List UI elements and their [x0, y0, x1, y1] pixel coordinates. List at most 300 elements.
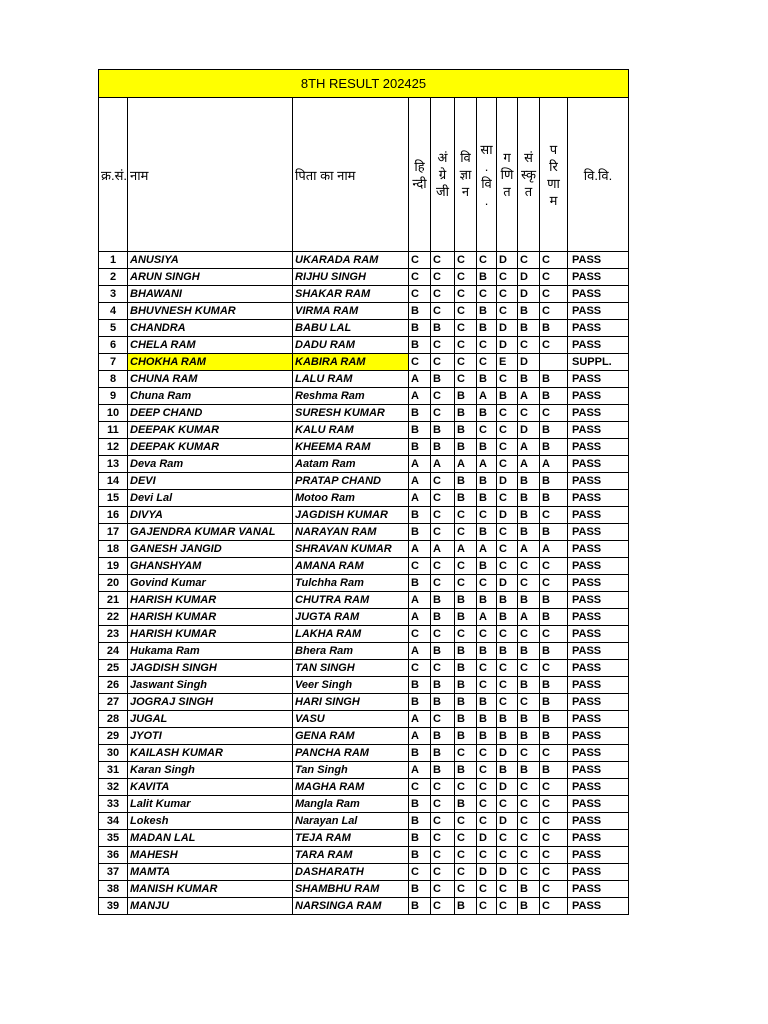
- student-name-cell: KAILASH KUMAR: [128, 745, 293, 762]
- student-name-cell: Hukama Ram: [128, 643, 293, 660]
- grade-cell: D: [497, 575, 518, 592]
- table-row: [99, 490, 629, 507]
- grade-cell: C: [540, 507, 568, 524]
- result-cell: PASS: [568, 813, 629, 830]
- grade-cell: B: [477, 439, 497, 456]
- grade-cell: C: [518, 813, 540, 830]
- header-part: सं: [524, 150, 533, 165]
- grade-cell: C: [497, 881, 518, 898]
- grade-cell: D: [518, 354, 540, 371]
- grade-cell: C: [431, 269, 455, 286]
- serial-cell: 20: [99, 575, 128, 592]
- father-name-cell: Narayan Lal: [293, 813, 409, 830]
- grade-cell: C: [455, 864, 477, 881]
- father-name-cell: HARI SINGH: [293, 694, 409, 711]
- grade-cell: C: [497, 796, 518, 813]
- grade-cell: B: [409, 830, 431, 847]
- student-name-cell: Lokesh: [128, 813, 293, 830]
- student-name-cell: DIVYA: [128, 507, 293, 524]
- grade-cell: C: [540, 405, 568, 422]
- grade-cell: B: [431, 320, 455, 337]
- grade-cell: B: [518, 592, 540, 609]
- student-name-cell: KAVITA: [128, 779, 293, 796]
- header-father: पिता का नाम: [293, 98, 409, 252]
- grade-cell: C: [455, 779, 477, 796]
- grade-cell: B: [477, 303, 497, 320]
- grade-cell: B: [455, 592, 477, 609]
- grade-cell: C: [477, 898, 497, 915]
- table-row: [99, 796, 629, 813]
- student-name-cell: CHOKHA RAM: [128, 354, 293, 371]
- table-row: [99, 575, 629, 592]
- grade-cell: C: [518, 830, 540, 847]
- table-row: [99, 252, 629, 269]
- table-row: [99, 745, 629, 762]
- grade-cell: C: [540, 830, 568, 847]
- result-cell: PASS: [568, 507, 629, 524]
- grade-cell: C: [431, 881, 455, 898]
- student-name-cell: JAGDISH SINGH: [128, 660, 293, 677]
- serial-cell: 6: [99, 337, 128, 354]
- table-row: [99, 286, 629, 303]
- result-cell: PASS: [568, 609, 629, 626]
- grade-cell: B: [497, 643, 518, 660]
- result-cell: PASS: [568, 252, 629, 269]
- father-name-cell: Bhera Ram: [293, 643, 409, 660]
- header-part: .: [484, 158, 489, 174]
- grade-cell: B: [409, 524, 431, 541]
- grade-cell: C: [409, 269, 431, 286]
- grade-cell: A: [518, 456, 540, 473]
- grade-cell: C: [431, 473, 455, 490]
- father-name-cell: LALU RAM: [293, 371, 409, 388]
- grade-cell: C: [431, 337, 455, 354]
- grade-cell: C: [455, 813, 477, 830]
- grade-cell: B: [409, 898, 431, 915]
- father-name-cell: PRATAP CHAND: [293, 473, 409, 490]
- grade-cell: B: [455, 490, 477, 507]
- header-part: .: [484, 192, 489, 208]
- grade-cell: B: [518, 677, 540, 694]
- serial-cell: 21: [99, 592, 128, 609]
- student-name-cell: JYOTI: [128, 728, 293, 745]
- table-row: [99, 405, 629, 422]
- serial-cell: 30: [99, 745, 128, 762]
- table-row: [99, 269, 629, 286]
- grade-cell: B: [431, 745, 455, 762]
- grade-cell: D: [477, 830, 497, 847]
- grade-cell: B: [409, 575, 431, 592]
- father-name-cell: Tulchha Ram: [293, 575, 409, 592]
- grade-cell: A: [431, 456, 455, 473]
- result-cell: PASS: [568, 422, 629, 439]
- grade-cell: C: [497, 439, 518, 456]
- result-cell: PASS: [568, 473, 629, 490]
- result-table: [98, 69, 629, 915]
- grade-cell: B: [540, 388, 568, 405]
- table-row: [99, 456, 629, 473]
- grade-cell: B: [409, 320, 431, 337]
- grade-cell: C: [497, 405, 518, 422]
- grade-cell: C: [477, 422, 497, 439]
- grade-cell: B: [540, 524, 568, 541]
- grade-cell: C: [497, 847, 518, 864]
- student-name-cell: DEVI: [128, 473, 293, 490]
- grade-cell: D: [497, 320, 518, 337]
- serial-cell: 25: [99, 660, 128, 677]
- serial-cell: 9: [99, 388, 128, 405]
- grade-cell: A: [455, 541, 477, 558]
- serial-cell: 14: [99, 473, 128, 490]
- grade-cell: C: [455, 252, 477, 269]
- grade-cell: C: [540, 303, 568, 320]
- grade-cell: A: [518, 388, 540, 405]
- grade-cell: B: [497, 762, 518, 779]
- grade-cell: A: [477, 456, 497, 473]
- grade-cell: C: [409, 286, 431, 303]
- student-name-cell: MAHESH: [128, 847, 293, 864]
- grade-cell: B: [518, 303, 540, 320]
- grade-cell: B: [409, 405, 431, 422]
- student-name-cell: GAJENDRA KUMAR VANAL: [128, 524, 293, 541]
- father-name-cell: LAKHA RAM: [293, 626, 409, 643]
- header-part: वि: [460, 150, 471, 165]
- grade-cell: C: [518, 252, 540, 269]
- grade-cell: B: [455, 422, 477, 439]
- table-row: [99, 728, 629, 745]
- table-row: [99, 847, 629, 864]
- father-name-cell: CHUTRA RAM: [293, 592, 409, 609]
- grade-cell: A: [409, 371, 431, 388]
- grade-cell: C: [455, 269, 477, 286]
- grade-cell: C: [518, 847, 540, 864]
- grade-cell: C: [497, 524, 518, 541]
- grade-cell: B: [518, 490, 540, 507]
- header-sno: क्र.सं.: [99, 98, 128, 252]
- grade-cell: B: [409, 507, 431, 524]
- grade-cell: C: [431, 507, 455, 524]
- serial-cell: 11: [99, 422, 128, 439]
- student-name-cell: DEEP CHAND: [128, 405, 293, 422]
- student-name-cell: CHANDRA: [128, 320, 293, 337]
- table-row: [99, 592, 629, 609]
- header-part: रि: [549, 158, 558, 174]
- result-cell: PASS: [568, 286, 629, 303]
- serial-cell: 28: [99, 711, 128, 728]
- grade-cell: A: [518, 541, 540, 558]
- grade-cell: C: [409, 779, 431, 796]
- result-cell: PASS: [568, 626, 629, 643]
- grade-cell: B: [540, 320, 568, 337]
- serial-cell: 2: [99, 269, 128, 286]
- father-name-cell: SHAKAR RAM: [293, 286, 409, 303]
- result-cell: PASS: [568, 694, 629, 711]
- student-name-cell: ANUSIYA: [128, 252, 293, 269]
- grade-cell: C: [497, 456, 518, 473]
- grade-cell: B: [518, 898, 540, 915]
- grade-cell: C: [497, 558, 518, 575]
- grade-cell: C: [431, 354, 455, 371]
- grade-cell: C: [477, 881, 497, 898]
- father-name-cell: Reshma Ram: [293, 388, 409, 405]
- grade-cell: B: [518, 762, 540, 779]
- grade-cell: C: [477, 745, 497, 762]
- grade-cell: B: [477, 643, 497, 660]
- father-name-cell: GENA RAM: [293, 728, 409, 745]
- header-part: अं: [437, 150, 448, 165]
- serial-cell: 17: [99, 524, 128, 541]
- grade-cell: C: [540, 575, 568, 592]
- father-name-cell: UKARADA RAM: [293, 252, 409, 269]
- grade-cell: B: [409, 881, 431, 898]
- grade-cell: B: [477, 269, 497, 286]
- grade-cell: C: [431, 830, 455, 847]
- grade-cell: C: [455, 320, 477, 337]
- grade-cell: D: [497, 507, 518, 524]
- grade-cell: B: [455, 439, 477, 456]
- grade-cell: C: [518, 626, 540, 643]
- father-name-cell: BABU LAL: [293, 320, 409, 337]
- grade-cell: C: [455, 371, 477, 388]
- grade-cell: B: [497, 609, 518, 626]
- student-name-cell: GANESH JANGID: [128, 541, 293, 558]
- father-name-cell: AMANA RAM: [293, 558, 409, 575]
- grade-cell: B: [540, 694, 568, 711]
- grade-cell: C: [455, 881, 477, 898]
- grade-cell: C: [540, 813, 568, 830]
- header-part: प: [549, 141, 558, 157]
- serial-cell: 26: [99, 677, 128, 694]
- table-row: [99, 354, 629, 371]
- father-name-cell: Tan Singh: [293, 762, 409, 779]
- grade-cell: A: [518, 439, 540, 456]
- grade-cell: C: [477, 507, 497, 524]
- result-cell: PASS: [568, 745, 629, 762]
- grade-cell: C: [477, 796, 497, 813]
- grade-cell: C: [540, 286, 568, 303]
- grade-cell: C: [455, 337, 477, 354]
- header-remark: वि.वि.: [568, 98, 629, 252]
- grade-cell: B: [409, 303, 431, 320]
- grade-cell: C: [540, 898, 568, 915]
- grade-cell: C: [497, 303, 518, 320]
- grade-cell: A: [455, 456, 477, 473]
- header-part: णा: [547, 175, 560, 191]
- grade-cell: C: [409, 354, 431, 371]
- father-name-cell: KABIRA RAM: [293, 354, 409, 371]
- result-cell: PASS: [568, 898, 629, 915]
- table-row: [99, 762, 629, 779]
- grade-cell: [540, 354, 568, 371]
- header-part: हि: [414, 158, 425, 174]
- student-name-cell: MAMTA: [128, 864, 293, 881]
- grade-cell: B: [497, 592, 518, 609]
- grade-cell: B: [540, 371, 568, 388]
- grade-cell: C: [497, 269, 518, 286]
- header-part: ज्ञा: [459, 167, 472, 182]
- grade-cell: C: [497, 371, 518, 388]
- grade-cell: D: [497, 813, 518, 830]
- header-hindi: [409, 98, 431, 252]
- grade-cell: D: [497, 864, 518, 881]
- grade-cell: D: [497, 745, 518, 762]
- table-row: [99, 881, 629, 898]
- grade-cell: C: [540, 558, 568, 575]
- grade-cell: C: [540, 881, 568, 898]
- grade-cell: B: [540, 762, 568, 779]
- serial-cell: 35: [99, 830, 128, 847]
- grade-cell: B: [518, 711, 540, 728]
- result-cell: PASS: [568, 779, 629, 796]
- header-social-science: [477, 98, 497, 252]
- grade-cell: B: [518, 320, 540, 337]
- grade-cell: B: [477, 694, 497, 711]
- student-name-cell: JUGAL: [128, 711, 293, 728]
- grade-cell: B: [431, 439, 455, 456]
- grade-cell: B: [455, 677, 477, 694]
- table-row: [99, 388, 629, 405]
- grade-cell: B: [455, 711, 477, 728]
- student-name-cell: CHELA RAM: [128, 337, 293, 354]
- father-name-cell: Aatam Ram: [293, 456, 409, 473]
- grade-cell: C: [497, 626, 518, 643]
- grade-cell: C: [518, 405, 540, 422]
- student-name-cell: Devi Lal: [128, 490, 293, 507]
- grade-cell: B: [540, 609, 568, 626]
- result-cell: PASS: [568, 439, 629, 456]
- grade-cell: C: [477, 575, 497, 592]
- grade-cell: B: [409, 694, 431, 711]
- header-result: [540, 98, 568, 252]
- result-cell: PASS: [568, 762, 629, 779]
- header-part: ग: [503, 150, 511, 165]
- serial-cell: 31: [99, 762, 128, 779]
- result-cell: PASS: [568, 796, 629, 813]
- student-name-cell: HARISH KUMAR: [128, 592, 293, 609]
- table-row: [99, 439, 629, 456]
- grade-cell: D: [518, 269, 540, 286]
- grade-cell: C: [431, 626, 455, 643]
- grade-cell: B: [518, 643, 540, 660]
- grade-cell: D: [518, 286, 540, 303]
- grade-cell: C: [431, 405, 455, 422]
- grade-cell: A: [518, 609, 540, 626]
- grade-cell: A: [409, 592, 431, 609]
- result-cell: PASS: [568, 830, 629, 847]
- father-name-cell: KALU RAM: [293, 422, 409, 439]
- result-cell: PASS: [568, 456, 629, 473]
- father-name-cell: JAGDISH KUMAR: [293, 507, 409, 524]
- grade-cell: C: [455, 830, 477, 847]
- grade-cell: B: [431, 728, 455, 745]
- grade-cell: B: [540, 728, 568, 745]
- grade-cell: B: [518, 507, 540, 524]
- grade-cell: B: [477, 592, 497, 609]
- grade-cell: C: [518, 779, 540, 796]
- grade-cell: C: [431, 388, 455, 405]
- grade-cell: B: [431, 694, 455, 711]
- grade-cell: D: [497, 252, 518, 269]
- student-name-cell: Govind Kumar: [128, 575, 293, 592]
- grade-cell: B: [477, 711, 497, 728]
- grade-cell: C: [518, 558, 540, 575]
- student-name-cell: MANJU: [128, 898, 293, 915]
- grade-cell: B: [455, 405, 477, 422]
- grade-cell: B: [497, 388, 518, 405]
- grade-cell: B: [431, 643, 455, 660]
- grade-cell: D: [477, 864, 497, 881]
- grade-cell: B: [477, 473, 497, 490]
- father-name-cell: NARSINGA RAM: [293, 898, 409, 915]
- table-row: [99, 524, 629, 541]
- table-row: [99, 864, 629, 881]
- grade-cell: C: [477, 252, 497, 269]
- grade-cell: C: [540, 660, 568, 677]
- grade-cell: C: [455, 354, 477, 371]
- result-cell: PASS: [568, 558, 629, 575]
- student-name-cell: BHUVNESH KUMAR: [128, 303, 293, 320]
- header-part: णि: [500, 167, 514, 182]
- grade-cell: C: [497, 422, 518, 439]
- serial-cell: 29: [99, 728, 128, 745]
- grade-cell: B: [455, 643, 477, 660]
- result-cell: PASS: [568, 660, 629, 677]
- sheet-title: 8TH RESULT 202425: [99, 70, 629, 98]
- serial-cell: 4: [99, 303, 128, 320]
- header-part: वि: [481, 175, 492, 191]
- grade-cell: A: [477, 541, 497, 558]
- grade-cell: B: [518, 881, 540, 898]
- grade-cell: B: [518, 728, 540, 745]
- father-name-cell: SHAMBHU RAM: [293, 881, 409, 898]
- serial-cell: 33: [99, 796, 128, 813]
- grade-cell: E: [497, 354, 518, 371]
- grade-cell: B: [455, 660, 477, 677]
- grade-cell: C: [477, 813, 497, 830]
- grade-cell: C: [455, 524, 477, 541]
- student-name-cell: HARISH KUMAR: [128, 626, 293, 643]
- father-name-cell: Veer Singh: [293, 677, 409, 694]
- result-cell: PASS: [568, 303, 629, 320]
- father-name-cell: DADU RAM: [293, 337, 409, 354]
- grade-cell: A: [409, 473, 431, 490]
- grade-cell: D: [497, 473, 518, 490]
- table-row: [99, 694, 629, 711]
- serial-cell: 34: [99, 813, 128, 830]
- table-row: [99, 303, 629, 320]
- grade-cell: B: [540, 473, 568, 490]
- grade-cell: C: [431, 711, 455, 728]
- grade-cell: B: [409, 745, 431, 762]
- grade-cell: C: [497, 677, 518, 694]
- table-row: [99, 337, 629, 354]
- grade-cell: B: [455, 388, 477, 405]
- grade-cell: C: [431, 490, 455, 507]
- grade-cell: C: [431, 575, 455, 592]
- grade-cell: C: [477, 626, 497, 643]
- father-name-cell: VASU: [293, 711, 409, 728]
- student-name-cell: CHUNA RAM: [128, 371, 293, 388]
- grade-cell: C: [497, 490, 518, 507]
- grade-cell: C: [477, 354, 497, 371]
- header-part: स्कृ: [520, 167, 537, 182]
- student-name-cell: ARUN SINGH: [128, 269, 293, 286]
- grade-cell: B: [497, 711, 518, 728]
- grade-cell: A: [409, 456, 431, 473]
- father-name-cell: TARA RAM: [293, 847, 409, 864]
- grade-cell: A: [431, 541, 455, 558]
- grade-cell: A: [409, 762, 431, 779]
